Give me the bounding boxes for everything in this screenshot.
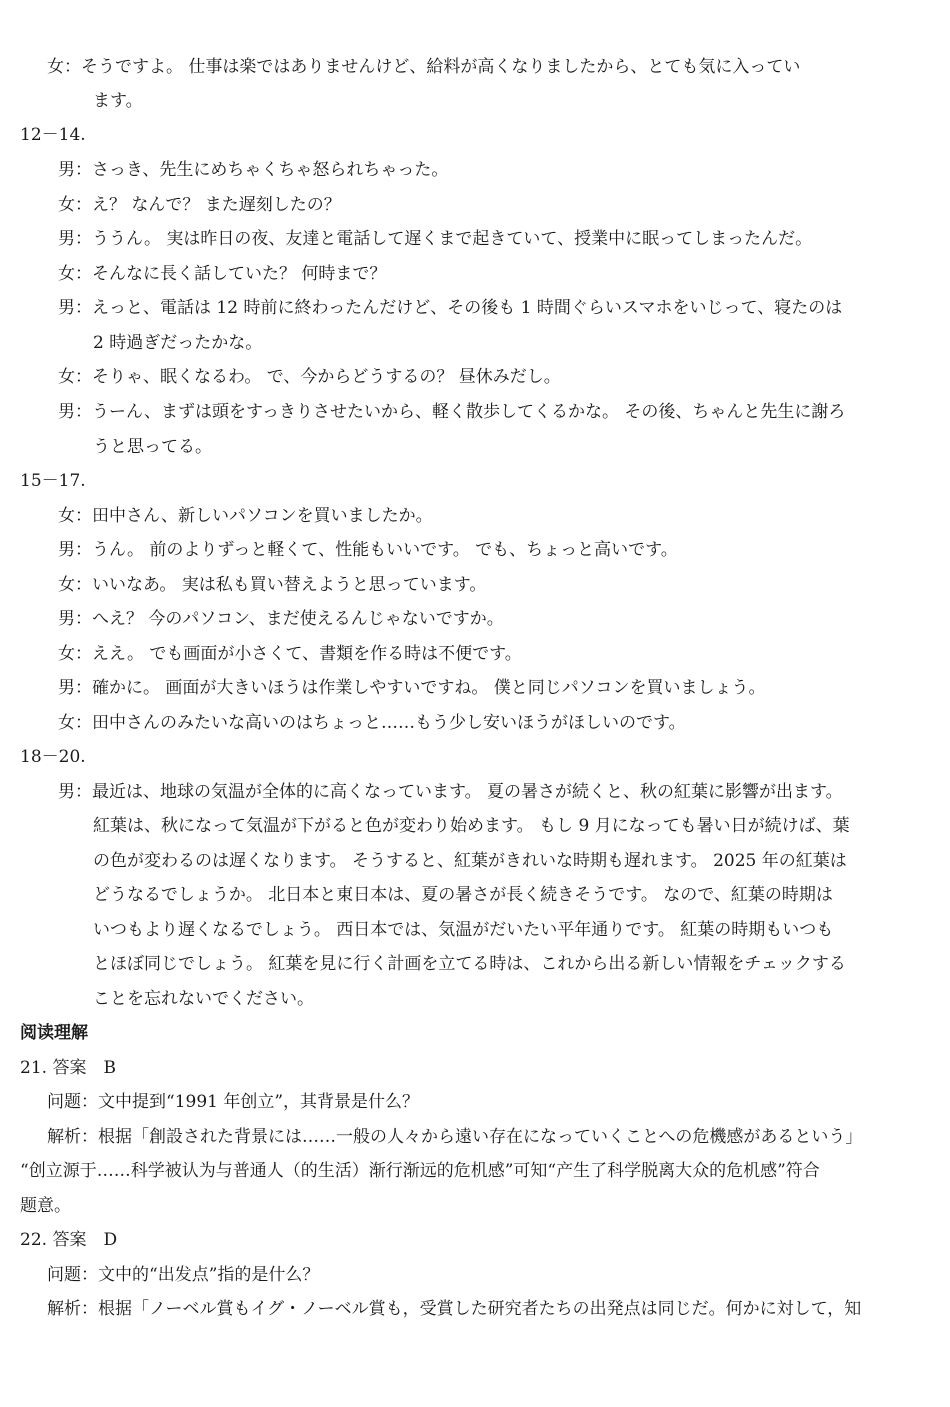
dialogue-line: 女：ええ。 でも画面が小さくて、書類を作る時は不便です。 — [58, 644, 522, 664]
dialogue-line-continued: 2 時過ぎだったかな。 — [93, 333, 263, 353]
monologue-line-continued: の色が変わるのは遅くなります。 そうすると、紅葉がきれいな時期も遅れます。 2025 年の紅葉は — [93, 851, 847, 871]
dialogue-line: 男：さっき、先生にめちゃくちゃ怒られちゃった。 — [58, 160, 449, 180]
dialogue-line: 男：ううん。 実は昨日の夜、友達と電話して遅くまで起きていて、授業中に眠ってしまったんだ。 — [58, 229, 813, 249]
monologue-line: 男：最近は、地球の気温が全体的に高くなっています。 夏の暑さが続くと、秋の紅葉に影響が出ます。 — [58, 782, 843, 802]
dialogue-line: 男：確かに。 画面が大きいほうは作業しやすいですね。 僕と同じパソコンを買いましょう。 — [58, 678, 766, 698]
dialogue-line: 女：田中さんのみたいな高いのはちょっと……もう少し安いほうがほしいのです。 — [58, 713, 686, 733]
analysis-line-continued: “创立源于……科学被认为与普通人（的生活）渐行渐远的危机感”可知“产生了科学脱离大众的危机感”符合 — [20, 1161, 820, 1181]
monologue-line-continued: どうなるでしょうか。 北日本と東日本は、夏の暑さが長く続きそうです。 なので、紅葉の時期は — [93, 885, 833, 905]
section-heading: 阅读理解 — [20, 1023, 88, 1043]
dialogue-line: 男：へえ？ 今のパソコン、まだ使えるんじゃないですか。 — [58, 609, 504, 629]
dialogue-line: 男：えっと、電話は 12 時前に終わったんだけど、その後も 1 時間ぐらいスマホをいじって、寝たのは — [58, 298, 843, 318]
monologue-line-continued: 紅葉は、秋になって気温が下がると色が変わり始めます。 もし 9 月になっても暑い日が続けば、葉 — [93, 816, 850, 836]
monologue-line-continued: ことを忘れないでください。 — [93, 989, 314, 1009]
dialogue-line: 女：そんなに長く話していた？ 何時まで？ — [58, 264, 387, 284]
analysis-line-continued: 题意。 — [20, 1196, 71, 1216]
monologue-line-continued: とほぼ同じでしょう。 紅葉を見に行く計画を立てる時は、これから出る新しい情報をチェックする — [93, 954, 846, 974]
dialogue-line: 男：うん。 前のよりずっと軽くて、性能もいいです。 でも、ちょっと高いです。 — [58, 540, 678, 560]
dialogue-line: 女：そうですよ。 仕事は楽ではありませんけど、給料が高くなりましたから、とても気に入ってい — [47, 57, 801, 77]
answer-line: 21. 答案 B — [20, 1058, 116, 1078]
analysis-line: 解析：根据「創設された背景には……一般の人々から遠い存在になっていくことへの危機感があるという」 — [47, 1127, 863, 1147]
answer-line: 22. 答案 D — [20, 1230, 118, 1250]
dialogue-line: 女：田中さん、新しいパソコンを買いましたか。 — [58, 506, 433, 526]
analysis-line: 解析：根据「ノーベル賞もイグ・ノーベル賞も，受賞した研究者たちの出発点は同じだ。何かに対して，知 — [47, 1299, 862, 1319]
dialogue-line: 男：うーん、まずは頭をすっきりさせたいから、軽く散歩してくるかな。 その後、ちゃんと先生に謝ろ — [58, 402, 846, 422]
section-number: 15－17. — [20, 471, 86, 491]
section-number: 18－20. — [20, 747, 86, 767]
dialogue-line: 女：え？ なんで？ また遅刻したの？ — [58, 195, 341, 215]
dialogue-line: 女：そりゃ、眠くなるわ。 で、今からどうするの？ 昼休みだし。 — [58, 367, 561, 387]
dialogue-line-continued: うと思ってる。 — [93, 437, 212, 457]
dialogue-line-continued: ます。 — [93, 91, 143, 111]
monologue-line-continued: いつもより遅くなるでしょう。 西日本では、気温がだいたい平年通りです。 紅葉の時期もいつも — [93, 920, 834, 940]
dialogue-line: 女：いいなあ。 実は私も買い替えようと思っています。 — [58, 575, 487, 595]
question-line: 问题：文中的“出发点”指的是什么？ — [47, 1265, 320, 1285]
section-number: 12－14. — [20, 125, 86, 145]
question-line: 问题：文中提到“1991 年创立”，其背景是什么？ — [47, 1092, 420, 1112]
